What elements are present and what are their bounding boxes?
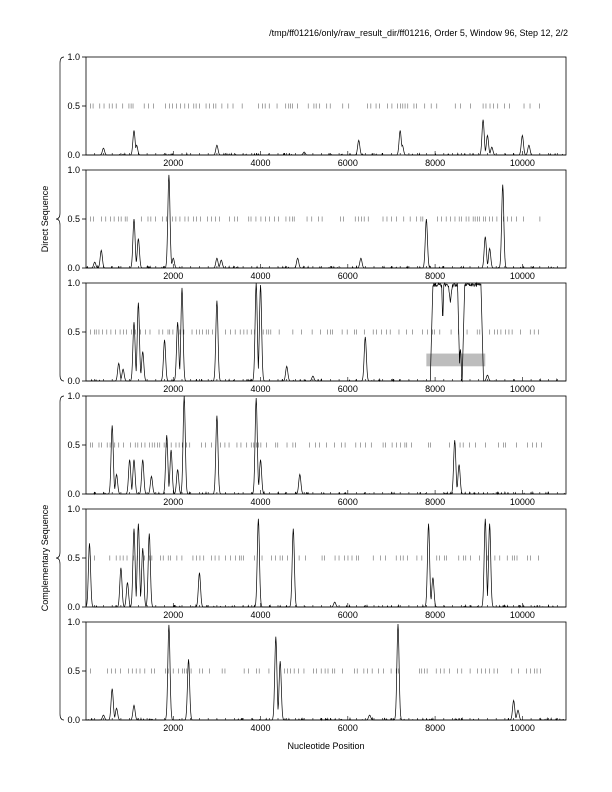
panel-3 [67,278,566,394]
x-tick-label: 6000 [337,723,358,733]
x-tick-label: 10000 [509,723,535,733]
frame-marks [90,443,541,448]
x-tick-label: 4000 [250,158,271,168]
panel-frame [86,283,566,381]
y-tick-label: 1.0 [67,504,80,514]
panel-1 [67,52,566,168]
x-tick-label: 4000 [250,497,271,507]
x-tick-label: 6000 [337,384,358,394]
x-tick-label: 8000 [425,271,446,281]
y-tick-label: 0.5 [67,101,80,111]
panel-6 [67,617,566,733]
x-tick-label: 2000 [163,158,184,168]
series-line [86,519,566,607]
x-tick-label: 10000 [509,610,535,620]
plot-panels [67,52,566,733]
panel-2 [67,165,566,281]
y-tick-label: 1.0 [67,617,80,627]
x-tick-label: 6000 [337,497,358,507]
x-tick-label: 2000 [163,723,184,733]
y-tick-label: 0.0 [67,715,80,725]
x-tick-label: 4000 [250,723,271,733]
x-tick-label: 2000 [163,384,184,394]
y-tick-label: 0.5 [67,440,80,450]
x-tick-label: 2000 [163,271,184,281]
panel-frame [86,509,566,607]
frame-marks [90,330,538,335]
group-brackets [40,57,64,720]
group-bracket [56,396,64,720]
y-tick-label: 1.0 [67,391,80,401]
x-axis-label: Nucleotide Position [287,741,365,751]
x-tick-label: 10000 [509,497,535,507]
y-tick-label: 0.5 [67,327,80,337]
frame-marks [90,104,539,109]
x-tick-label: 10000 [509,384,535,394]
x-tick-label: 4000 [250,610,271,620]
panel-5 [67,504,566,620]
panel-4 [67,391,566,507]
x-tick-label: 4000 [250,384,271,394]
x-tick-label: 10000 [509,271,535,281]
y-tick-label: 1.0 [67,52,80,62]
y-tick-label: 0.0 [67,150,80,160]
x-tick-label: 2000 [163,610,184,620]
y-tick-label: 0.5 [67,214,80,224]
y-tick-label: 1.0 [67,278,80,288]
x-tick-label: 4000 [250,271,271,281]
y-tick-label: 0.0 [67,376,80,386]
x-tick-label: 8000 [425,723,446,733]
x-tick-label: 8000 [425,497,446,507]
direct-sequence-label: Direct Sequence [40,185,50,253]
x-tick-label: 2000 [163,497,184,507]
x-tick-label: 8000 [425,384,446,394]
frame-marks [90,556,538,561]
series-line [86,175,566,268]
highlight-region [426,354,485,367]
x-tick-label: 6000 [337,271,358,281]
panel-frame [86,170,566,268]
frame-marks [90,217,540,222]
panel-frame [86,396,566,494]
x-tick-label: 8000 [425,158,446,168]
series-line [86,396,566,494]
y-tick-label: 0.0 [67,263,80,273]
chart-title: /tmp/ff01216/only/raw_result_dir/ff01216, Order 5, Window 96, Step 12, 2/2 [269,28,568,38]
panel-frame [86,57,566,155]
x-tick-label: 6000 [337,158,358,168]
x-tick-label: 6000 [337,610,358,620]
series-line [86,283,566,381]
y-tick-label: 0.0 [67,602,80,612]
x-tick-label: 10000 [509,158,535,168]
x-tick-label: 8000 [425,610,446,620]
y-tick-label: 0.5 [67,666,80,676]
frame-marks [90,669,540,674]
y-tick-label: 0.5 [67,553,80,563]
y-tick-label: 1.0 [67,165,80,175]
group-bracket [56,57,64,381]
series-line [86,120,566,155]
y-tick-label: 0.0 [67,489,80,499]
complementary-sequence-label: Complementary Sequence [40,504,50,612]
